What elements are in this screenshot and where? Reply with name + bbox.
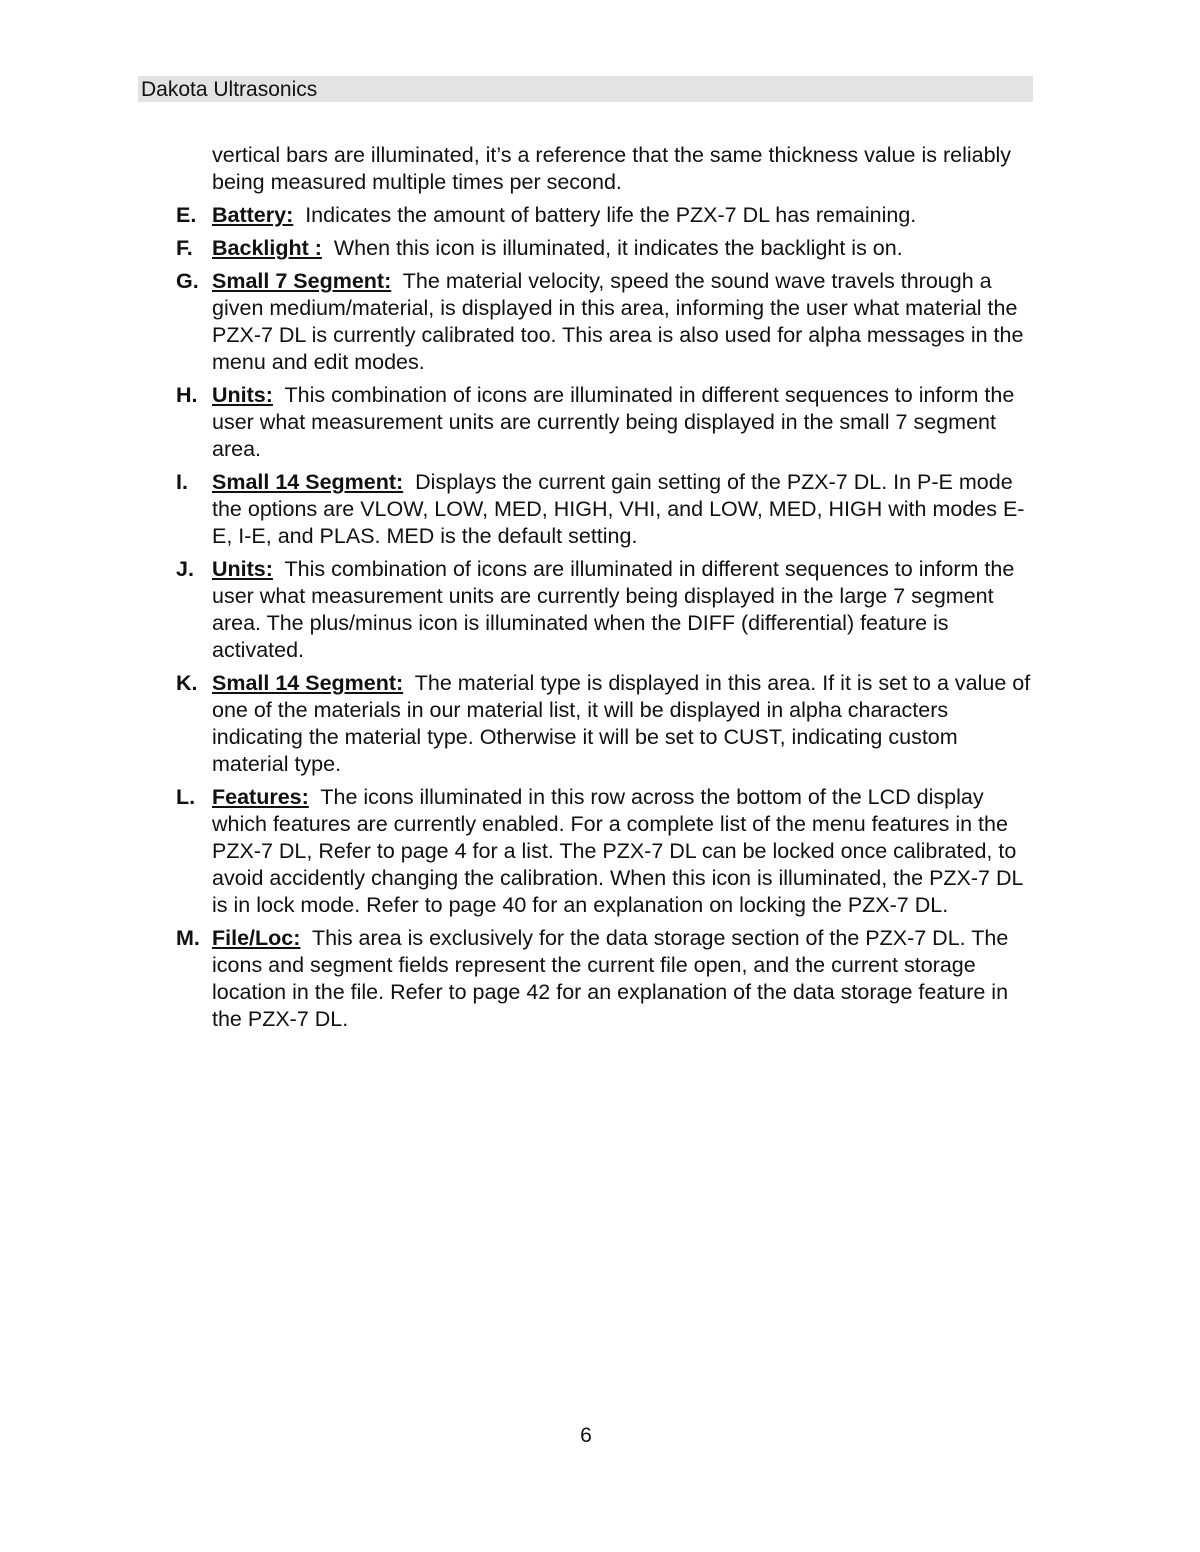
running-header xyxy=(138,76,1033,102)
item-term: Features: xyxy=(212,785,309,809)
list-item-i xyxy=(176,469,1036,550)
item-text: The icons illuminated in this row across the bottom of the LCD display which features are currently enabled. For a complete list of the menu features in the PZX-7 DL, Refer to page 4 for a list. The PZX-7 DL can be locked once calibrated, to avoid accidently changing the calibration. When this icon is illuminated, the PZX-7 DL is in lock mode. Refer to page 40 for an explanation on locking the PZX-7 DL. xyxy=(212,785,1023,917)
list-item-l xyxy=(176,784,1036,919)
item-letter: J. xyxy=(176,557,194,581)
item-letter: L. xyxy=(176,785,196,809)
item-letter: M. xyxy=(176,926,200,950)
item-term: Units: xyxy=(212,383,273,407)
item-term: Backlight : xyxy=(212,236,322,260)
document-body xyxy=(176,142,1036,1039)
item-term: File/Loc: xyxy=(212,926,301,950)
page-number: 6 xyxy=(580,1424,592,1447)
list-item-h xyxy=(176,382,1036,463)
item-letter: F. xyxy=(176,236,193,260)
item-text: This combination of icons are illuminated in different sequences to inform the user what measurement units are currently being displayed in the large 7 segment area. The plus/minus icon is illuminated when the DIFF (differential) feature is activated. xyxy=(212,557,1015,662)
item-term: Small 14 Segment: xyxy=(212,671,404,695)
item-term: Units: xyxy=(212,557,273,581)
item-letter: H. xyxy=(176,383,198,407)
item-text: The material type is displayed in this area. If it is set to a value of one of the materials in our material list, it will be displayed in alpha characters indicating the material type. Otherwise it will be set to CUST, indicating custom material type. xyxy=(212,671,1031,776)
list-item-e xyxy=(176,202,1036,229)
list-item-m xyxy=(176,925,1036,1033)
item-text: This area is exclusively for the data storage section of the PZX-7 DL. The icons and segment fields represent the current file open, and the current storage location in the file. Refer to page 42 for an explanation of the data storage feature in the PZX-7 DL. xyxy=(212,926,1009,1031)
header-title: Dakota Ultrasonics xyxy=(141,78,318,101)
item-text: Indicates the amount of battery life the PZX-7 DL has remaining. xyxy=(305,203,917,227)
item-letter: K. xyxy=(176,671,198,695)
item-text: The material velocity, speed the sound wave travels through a given medium/material, is displayed in this area, informing the user what material the PZX-7 DL is currently calibrated too. This area is also used for alpha messages in the menu and edit modes. xyxy=(212,269,1024,374)
list-item-k xyxy=(176,670,1036,778)
continuation-paragraph: vertical bars are illuminated, it’s a reference that the same thickness value is reliably being measured multiple times per second. xyxy=(212,143,1012,194)
item-letter: G. xyxy=(176,269,199,293)
item-text: This combination of icons are illuminated in different sequences to inform the user what measurement units are currently being displayed in the small 7 segment area. xyxy=(212,383,1015,461)
item-term: Battery: xyxy=(212,203,294,227)
list-item-f xyxy=(176,235,1036,262)
list-item-g xyxy=(176,268,1036,376)
item-text: When this icon is illuminated, it indicates the backlight is on. xyxy=(333,236,903,260)
list-item-j xyxy=(176,556,1036,664)
item-term: Small 14 Segment: xyxy=(212,470,404,494)
item-text: Displays the current gain setting of the PZX-7 DL. In P-E mode the options are VLOW, LOW, MED, HIGH, VHI, and LOW, MED, HIGH with modes E-E, I-E, and PLAS. MED is the default setting. xyxy=(212,470,1025,548)
item-letter: E. xyxy=(176,203,197,227)
item-letter: I. xyxy=(176,470,188,494)
item-term: Small 7 Segment: xyxy=(212,269,392,293)
